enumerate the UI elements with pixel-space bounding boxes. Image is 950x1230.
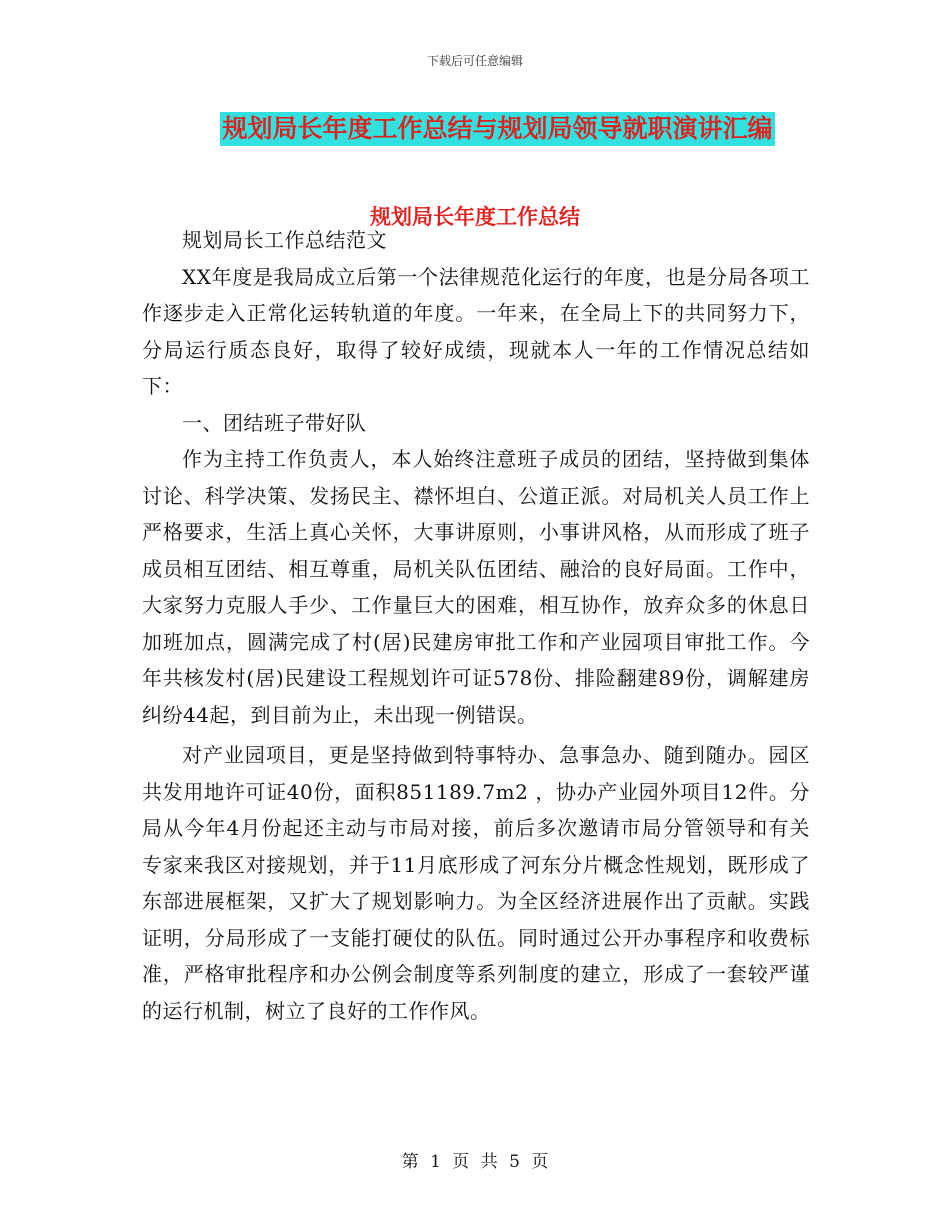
document-title: 规划局长年度工作总结与规划局领导就职演讲汇编 [220, 112, 774, 146]
paragraph-intro: XX年度是我局成立后第一个法律规范化运行的年度，也是分局各项工作逐步走入正常化运转轨道的年度。一年来，在全局上下的共同努力下，分局运行质态良好，取得了较好成绩，现就本人一年的工作情况总结如下： [142, 264, 810, 398]
page-header-note: 下载后可任意编辑 [426, 54, 523, 68]
paragraph-body-1: 作为主持工作负责人，本人始终注意班子成员的团结，坚持做到集体讨论、科学决策、发扬民主、襟怀坦白、公道正派。对局机关人员工作上严格要求，生活上真心关怀，大事讲原则，小事讲风格，从而形成了班子成员相互团结、相互尊重，局机关队伍团结、融洽的良好局面。工作中，大家努力克服人手少、工作量巨大的困难，相互协作，放弃众多的休息日加班加点，圆满完成了村(居)民建房审批工作和产业园项目审批工作。今年共核发村(居)民建设工程规划许可证578份、排险翻建89份，调解建房纠纷44起，到目前为止，未出现一例错误。 [142, 447, 810, 727]
paragraph-subtitle: 规划局长工作总结范文 [182, 228, 387, 252]
page-footer-number: 第 1 页 共 5 页 [401, 1152, 549, 1172]
paragraph-body-2: 对产业园项目，更是坚持做到特事特办、急事急办、随到随办。园区共发用地许可证40份，面积851189.7m2 ，协办产业园外项目12件。分局从今年4月份起还主动与市局对接，前后多次邀请市局分管领导和有关专家来我区对接规划，并于11月底形成了河东分片概念性规划，既形成了东部进展框架，又扩大了规划影响力。为全区经济进展作出了贡献。实践证明，分局形成了一支能打硬仗的队伍。同时通过公开办事程序和收费标准，严格审批程序和办公例会制度等系列制度的建立，形成了一套较严谨的运行机制，树立了良好的工作作风。 [142, 743, 810, 1023]
section-title: 规划局长年度工作总结 [370, 204, 580, 229]
document-body [142, 222, 810, 1029]
paragraph-heading-1: 一、团结班子带好队 [182, 410, 367, 435]
document-title-container [0, 112, 950, 146]
